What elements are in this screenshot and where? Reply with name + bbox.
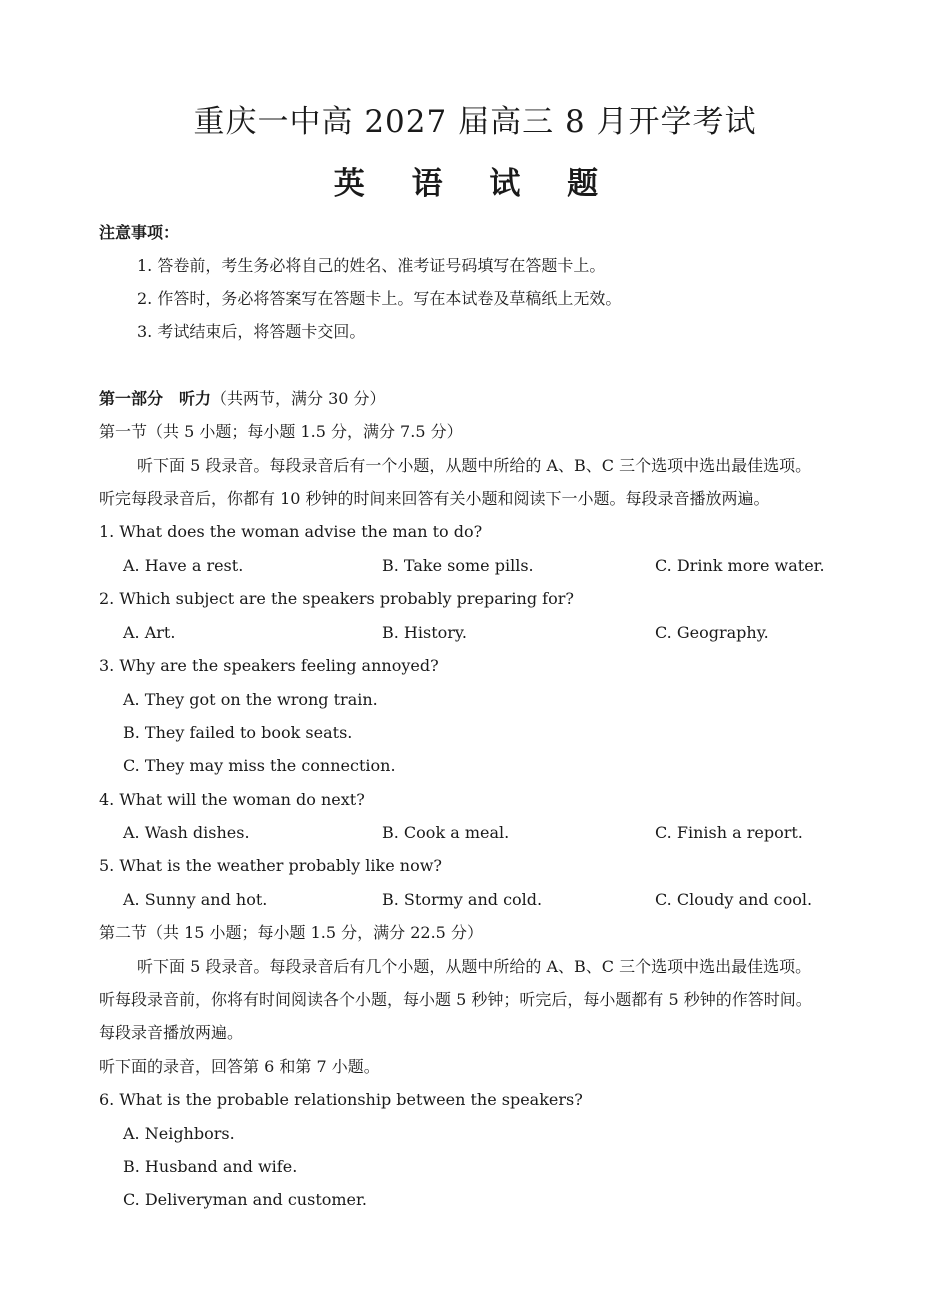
notice-item: 1. 答卷前，考生务必将自己的姓名、准考证号码填写在答题卡上。 [137,256,606,275]
part1-heading [99,388,386,410]
option-c: C. Finish a report. [655,823,803,842]
option-a: A. Art. [123,623,176,642]
exam-title: 重庆一中高 2027 届高三 8 月开学考试 [193,104,757,140]
option-b: B. Cook a meal. [382,823,510,842]
section1-instruction: 听完每段录音后，你都有 10 秒钟的时间来回答有关小题和阅读下一小题。每段录音播放两遍。 [99,489,770,508]
option-a: A. Wash dishes. [123,823,250,842]
option-c: C. Cloudy and cool. [655,890,813,909]
question-stem: 6. What is the probable relationship between the speakers? [99,1090,583,1109]
section1-heading: 第一节（共 5 小题；每小题 1.5 分，满分 7.5 分） [99,422,463,441]
section2-instruction: 听下面 5 段录音。每段录音后有几个小题，从题中所给的 A、B、C 三个选项中选出最佳选项。 [137,957,812,976]
question-stem: 5. What is the weather probably like now? [99,856,442,875]
notice-item: 2. 作答时，务必将答案写在答题卡上。写在本试卷及草稿纸上无效。 [137,289,622,308]
section2-heading: 第二节（共 15 小题；每小题 1.5 分，满分 22.5 分） [99,923,483,942]
section2-instruction: 每段录音播放两遍。 [99,1023,244,1042]
option-c: C. Drink more water. [655,556,825,575]
section2-instruction: 听每段录音前，你将有时间阅读各个小题，每小题 5 秒钟；听完后，每小题都有 5 秒钟的作答时间。 [99,990,812,1009]
question-stem: 1. What does the woman advise the man to do? [99,522,483,541]
section1-instruction: 听下面 5 段录音。每段录音后有一个小题，从题中所给的 A、B、C 三个选项中选出最佳选项。 [137,456,812,475]
option-c: C. Geography. [655,623,769,642]
option-b: B. They failed to book seats. [123,723,353,742]
option-a: A. They got on the wrong train. [123,690,378,709]
option-a: A. Neighbors. [123,1124,235,1143]
option-b: B. Husband and wife. [123,1157,298,1176]
option-c: C. They may miss the connection. [123,756,396,775]
option-b: B. Stormy and cold. [382,890,543,909]
group-intro: 听下面的录音，回答第 6 和第 7 小题。 [99,1057,380,1076]
option-a: A. Have a rest. [123,556,244,575]
question-stem: 4. What will the woman do next? [99,790,365,809]
exam-subtitle: 英 语 试 题 [333,166,617,202]
option-a: A. Sunny and hot. [123,890,268,909]
question-stem: 2. Which subject are the speakers probably preparing for? [99,589,574,608]
option-b: B. Take some pills. [382,556,534,575]
part1-heading-bold: 第一部分 听力 [99,389,212,408]
part1-heading-rest: （共两节，满分 30 分） [211,389,386,408]
notice-item: 3. 考试结束后，将答题卡交回。 [137,322,366,341]
option-b: B. History. [382,623,467,642]
option-c: C. Deliveryman and customer. [123,1190,367,1209]
notice-heading: 注意事项： [99,223,180,242]
question-stem: 3. Why are the speakers feeling annoyed? [99,656,439,675]
